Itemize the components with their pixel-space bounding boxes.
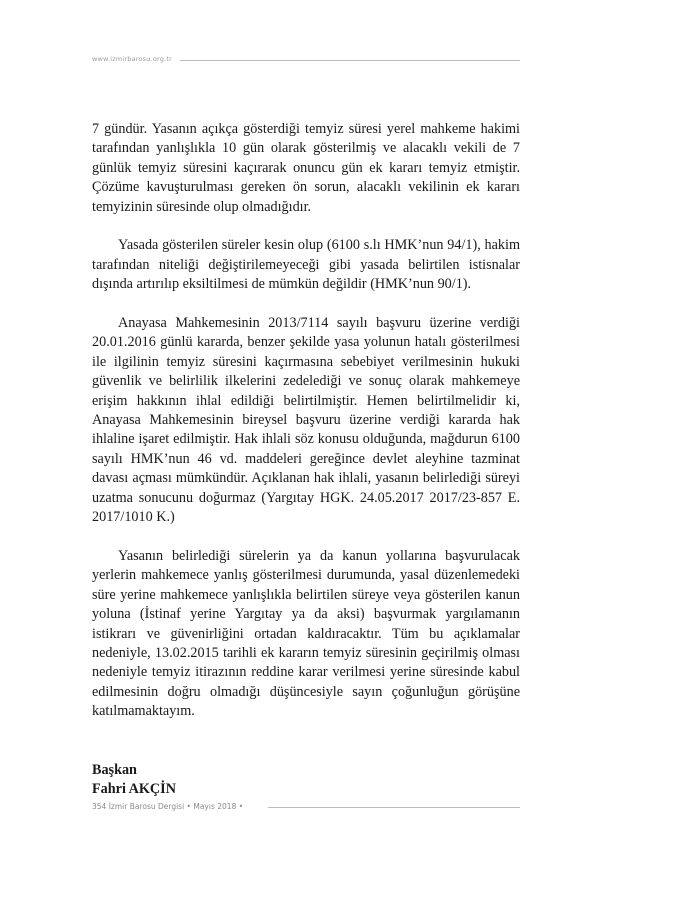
signature-block — [92, 761, 176, 800]
page-footer: 354 İzmir Barosu Dergisi • Mayıs 2018 • — [92, 802, 244, 811]
header-divider — [180, 60, 520, 61]
paragraph-3: Anayasa Mahkemesinin 2013/7114 sayılı başvuru üzerine verdiği 20.01.2016 günlü kararda, benzer şekilde yasa yolunun hatalı gösterilmesi ile ilgilinin temyiz süresini kaçırmasına sebebiyet verilmesinin hukuki güvenlik ve belirlilik ilkelerini zedelediği ve sonuç olarak mahkemeye erişim hakkının ihlal edildiği belirtilmiştir. Hemen belirtilmelidir ki, Anayasa Mahkemesinin bireysel başvuru üzerine verdiği kararda hak ihlaline işaret edilmiştir. Hak ihlali söz konusu olduğunda, mağdurun 6100 sayılı HMK’nun 46 vd. maddeleri gereğince devlet aleyhine tazminat davası açması mümkündür. Açıklanan hak ihlali, yasanın belirlediği süreyi uzatma sonucunu doğurmaz (Yargıtay HGK. 24.05.2017 2017/23-857 E. 2017/1010 K.) — [92, 315, 520, 526]
signature-title: Başkan — [92, 762, 137, 778]
paragraph-2: Yasada gösterilen süreler kesin olup (6100 s.lı HMK’nun 94/1), hakim tarafından niteliği değiştirilemeyeceği gibi yasada belirtilen istisnalar dışında artırılıp eksiltilmesi de mümkün değildir (HMK’nun 90/1). — [92, 237, 520, 293]
paragraph-1: 7 gündür. Yasanın açıkça gösterdiği temyiz süresi yerel mahkeme hakimi tarafından yanlışlıkla 10 gün olarak gösterilmiş ve alacaklı vekili de 7 günlük temyiz süresini kaçırarak onuncu gün ek kararı temyiz etmiştir. Çözüme kavuşturulması gereken ön sorun, alacaklı vekilinin ek kararı temyizinin süresinde olup olmadığıdır. — [92, 121, 520, 215]
paragraph-4: Yasanın belirlediği sürelerin ya da kanun yollarına başvurulacak yerlerin mahkemece yanlış gösterilmesi durumunda, yasal düzenlemedeki süre yerine mahkemece yanlışlıkla belirtilen süreye veya gösterilen kanun yoluna (İstinaf yerine Yargıtay ya da aksi) başvurmak yargılamanın istikrarı ve güvenirliğini ortadan kaldıracaktır. Tüm bu açıklamalar nedeniyle, 13.02.2015 tarihli ek kararın temyiz süresinin geçirilmiş olması nedeniyle temyiz itirazının reddine karar verilmesi yerine süresinde kabul edilmesinin doğru olmadığı düşüncesiyle sayın çoğunluğun görüşüne katılmamaktayım. — [92, 547, 520, 720]
signature-name: Fahri AKÇİN — [92, 781, 176, 798]
article-body — [92, 120, 520, 741]
footer-divider — [268, 807, 520, 808]
header-url: www.izmirbarosu.org.tr — [92, 55, 172, 63]
